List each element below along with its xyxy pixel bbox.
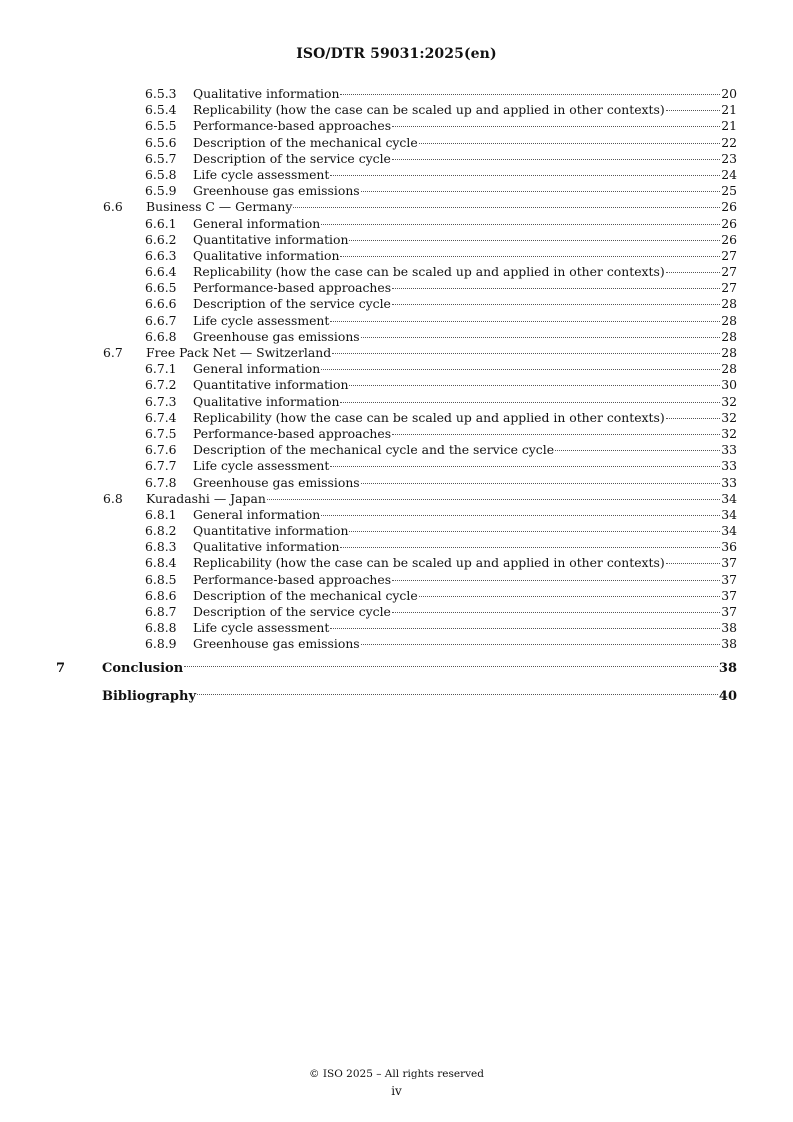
toc-entry[interactable] [56, 135, 737, 151]
toc-entry-title: General information [193, 506, 321, 522]
toc-entry-number: 6.7.8 [145, 474, 177, 490]
toc-entry[interactable] [56, 588, 737, 604]
toc-entry-title: Business C — Germany [146, 199, 293, 215]
toc-entry-title: Description of the service cycle [193, 296, 391, 312]
toc-entry[interactable] [56, 313, 737, 329]
dot-leader [340, 94, 720, 95]
toc-entry[interactable] [56, 410, 737, 426]
toc-entry-number: 7 [56, 660, 66, 676]
toc-entry[interactable] [56, 296, 737, 312]
toc-entry-number: 6.7.2 [145, 377, 177, 393]
toc-entry-title: Greenhouse gas emissions [193, 183, 360, 199]
dot-leader [361, 483, 721, 484]
toc-entry-number: 6.5.6 [145, 134, 177, 150]
toc-entry-number: 6.8.8 [145, 620, 177, 636]
toc-entry-title: Greenhouse gas emissions [193, 636, 360, 652]
toc-entry-title: Greenhouse gas emissions [193, 328, 360, 344]
dot-leader [392, 434, 720, 435]
toc-entry[interactable] [56, 216, 737, 232]
toc-entry[interactable] [56, 572, 737, 588]
dot-leader [392, 159, 720, 160]
toc-entry-number: 6.6.4 [145, 264, 177, 280]
dot-leader [666, 418, 721, 419]
toc-entry-number: 6.5.3 [145, 86, 177, 101]
toc-entry-number: 6.6 [103, 199, 123, 215]
toc-entry[interactable] [56, 118, 737, 134]
toc-entry[interactable] [56, 458, 737, 474]
dot-leader [361, 337, 721, 338]
toc-entry-title: Conclusion [102, 660, 184, 676]
toc-entry-number: 6.7.7 [145, 458, 177, 474]
toc-entry-page: 28 [721, 361, 737, 377]
dot-leader [392, 580, 720, 581]
toc-entry[interactable] [56, 167, 737, 183]
toc-entry-page: 27 [721, 247, 737, 263]
toc-entry-title: Replicability (how the case can be scaled up and applied in other contexts) [193, 409, 665, 425]
toc-entry-title: Quantitative information [193, 523, 349, 539]
toc-entry[interactable] [56, 491, 737, 507]
toc-entry-number: 6.7.5 [145, 425, 177, 441]
dot-leader [392, 126, 720, 127]
toc-entry-number: 6.8.6 [145, 587, 177, 603]
dot-leader [340, 402, 720, 403]
toc-entry[interactable] [56, 264, 737, 280]
dot-leader [666, 110, 721, 111]
toc-entry-title: General information [193, 215, 321, 231]
toc-entry-page: 26 [721, 199, 737, 215]
toc-entry-number: 6.8.1 [145, 506, 177, 522]
toc-entry[interactable] [56, 394, 737, 410]
toc-entry-number: 6.6.5 [145, 280, 177, 296]
toc-entry[interactable] [56, 555, 737, 571]
toc-entry-page: 21 [721, 102, 737, 118]
toc-entry[interactable] [56, 426, 737, 442]
dot-leader [184, 666, 718, 667]
toc-entry-title: Qualitative information [193, 86, 340, 101]
toc-entry-title: Qualitative information [193, 247, 340, 263]
toc-entry[interactable] [56, 657, 737, 681]
dot-leader [330, 321, 720, 322]
toc-entry[interactable] [56, 183, 737, 199]
toc-entry-page: 28 [721, 296, 737, 312]
toc-entry[interactable] [56, 604, 737, 620]
toc-entry-number: 6.5.8 [145, 166, 177, 182]
dot-leader [666, 272, 721, 273]
dot-leader [340, 256, 720, 257]
toc-entry-number: 6.6.8 [145, 328, 177, 344]
toc-entry-number: 6.5.4 [145, 102, 177, 118]
toc-entry-number: 6.7.1 [145, 361, 177, 377]
toc-entry-page: 28 [721, 312, 737, 328]
toc-entry[interactable] [56, 151, 737, 167]
toc-entry[interactable] [56, 345, 737, 361]
dot-leader [197, 694, 718, 695]
toc-entry-page: 23 [721, 150, 737, 166]
dot-leader [392, 288, 720, 289]
toc-entry-title: Description of the service cycle [193, 604, 391, 619]
toc-entry-page: 26 [721, 231, 737, 247]
dot-leader [392, 304, 720, 305]
toc-entry-page: 26 [721, 215, 737, 231]
toc-entry-page: 28 [721, 345, 737, 360]
toc-entry[interactable] [56, 507, 737, 523]
toc-entry-number: 6.8.5 [145, 571, 177, 587]
toc-entry-number: 6.6.6 [145, 296, 177, 312]
toc-entry-title: Performance-based approaches [193, 118, 392, 134]
dot-leader [419, 596, 721, 597]
toc-entry-page: 33 [721, 474, 737, 490]
toc-entry[interactable] [56, 102, 737, 118]
toc-entry-number: 6.5.7 [145, 150, 177, 166]
toc-entry-title: General information [193, 361, 321, 377]
toc-entry-page: 32 [721, 425, 737, 441]
toc-entry[interactable] [56, 329, 737, 345]
toc-entry[interactable] [56, 248, 737, 264]
toc-entry-number: 6.8.7 [145, 604, 177, 619]
toc-entry-page: 32 [721, 393, 737, 409]
toc-entry[interactable] [56, 620, 737, 636]
toc-entry-title: Life cycle assessment [193, 620, 330, 636]
toc-entry-title: Quantitative information [193, 231, 349, 247]
dot-leader [666, 563, 721, 564]
toc-entry-number: 6.8.9 [145, 636, 177, 652]
toc-entry-page: 40 [718, 688, 737, 704]
toc-entry-number: 6.8.2 [145, 523, 177, 539]
toc-entry-title: Performance-based approaches [193, 571, 392, 587]
toc-entry-number: 6.7 [103, 345, 123, 360]
toc-entry-page: 34 [721, 523, 737, 539]
dot-leader [349, 240, 720, 241]
toc-entry-number: 6.7.6 [145, 442, 177, 458]
toc-entry-title: Description of the service cycle [193, 150, 391, 166]
toc-entry-title: Description of the mechanical cycle and the service cycle [193, 442, 555, 458]
toc-entry-page: 38 [718, 660, 737, 676]
toc-entry-title: Description of the mechanical cycle [193, 587, 418, 603]
copyright-notice: © ISO 2025 – All rights reserved [309, 1068, 484, 1080]
toc-entry-page: 33 [721, 442, 737, 458]
dot-leader [321, 224, 720, 225]
toc-entry-title: Bibliography [102, 688, 197, 704]
dot-leader [330, 466, 720, 467]
toc-entry[interactable] [56, 86, 737, 102]
toc-entry-page: 34 [721, 506, 737, 522]
toc-entry-title: Description of the mechanical cycle [193, 134, 418, 150]
dot-leader [330, 175, 720, 176]
toc-entry-page: 33 [721, 458, 737, 474]
toc-entry-page: 37 [721, 555, 737, 571]
toc-entry-number: 6.5.9 [145, 183, 177, 199]
toc-entry[interactable] [56, 232, 737, 248]
toc-entry-page: 25 [721, 183, 737, 199]
dot-leader [321, 369, 720, 370]
toc-entry-page: 38 [721, 620, 737, 636]
document-header: ISO/DTR 59031:2025(en) [296, 46, 497, 62]
toc-entry[interactable] [56, 685, 737, 709]
toc-entry-number: 6.7.4 [145, 409, 177, 425]
toc-entry-title: Performance-based approaches [193, 425, 392, 441]
toc-entry-title: Replicability (how the case can be scaled up and applied in other contexts) [193, 102, 665, 118]
toc-entry-number: 6.6.7 [145, 312, 177, 328]
toc-entry[interactable] [56, 475, 737, 491]
toc-entry-title: Qualitative information [193, 393, 340, 409]
toc-entry-title: Qualitative information [193, 539, 340, 555]
table-of-contents [56, 86, 737, 709]
toc-entry-page: 21 [721, 118, 737, 134]
toc-entry[interactable] [56, 199, 737, 215]
toc-entry-number: 6.7.3 [145, 393, 177, 409]
toc-entry-page: 37 [721, 571, 737, 587]
toc-entry[interactable] [56, 377, 737, 393]
dot-leader [555, 450, 720, 451]
toc-entry-page: 20 [721, 86, 737, 101]
toc-entry-number: 6.6.2 [145, 231, 177, 247]
toc-entry[interactable] [56, 280, 737, 296]
toc-entry-number: 6.6.3 [145, 247, 177, 263]
toc-entry-page: 30 [721, 377, 737, 393]
toc-entry-page: 38 [721, 636, 737, 652]
toc-entry-title: Quantitative information [193, 377, 349, 393]
page-number: iv [391, 1084, 402, 1098]
toc-entry-title: Free Pack Net — Switzerland [146, 345, 332, 360]
dot-leader [332, 353, 720, 354]
toc-entry-number: 6.8.4 [145, 555, 177, 571]
dot-leader [321, 515, 720, 516]
toc-entry-page: 34 [721, 490, 737, 506]
toc-entry-number: 6.6.1 [145, 215, 177, 231]
toc-entry-title: Kuradashi — Japan [146, 490, 266, 506]
toc-entry-title: Life cycle assessment [193, 166, 330, 182]
toc-entry[interactable] [56, 636, 737, 652]
toc-entry-title: Performance-based approaches [193, 280, 392, 296]
page-footer [0, 1068, 793, 1098]
dot-leader [361, 191, 721, 192]
toc-entry[interactable] [56, 523, 737, 539]
toc-entry-page: 28 [721, 328, 737, 344]
toc-entry-title: Life cycle assessment [193, 458, 330, 474]
toc-entry-number: 6.8.3 [145, 539, 177, 555]
toc-entry-number: 6.5.5 [145, 118, 177, 134]
toc-entry-title: Replicability (how the case can be scaled up and applied in other contexts) [193, 264, 665, 280]
toc-entry[interactable] [56, 442, 737, 458]
dot-leader [293, 207, 720, 208]
dot-leader [349, 531, 720, 532]
dot-leader [361, 644, 721, 645]
toc-entry-page: 27 [721, 280, 737, 296]
dot-leader [349, 385, 720, 386]
toc-entry-page: 36 [721, 539, 737, 555]
toc-entry-page: 24 [721, 166, 737, 182]
dot-leader [419, 143, 721, 144]
toc-entry-number: 6.8 [103, 490, 123, 506]
toc-entry-page: 37 [721, 587, 737, 603]
toc-entry[interactable] [56, 539, 737, 555]
dot-leader [392, 612, 720, 613]
toc-entry-title: Replicability (how the case can be scaled up and applied in other contexts) [193, 555, 665, 571]
toc-entry-page: 32 [721, 409, 737, 425]
dot-leader [267, 499, 720, 500]
toc-entry-page: 37 [721, 604, 737, 619]
toc-entry[interactable] [56, 361, 737, 377]
toc-entry-page: 22 [721, 134, 737, 150]
toc-entry-title: Greenhouse gas emissions [193, 474, 360, 490]
toc-entry-page: 27 [721, 264, 737, 280]
toc-entry-title: Life cycle assessment [193, 312, 330, 328]
dot-leader [330, 628, 720, 629]
dot-leader [340, 547, 720, 548]
